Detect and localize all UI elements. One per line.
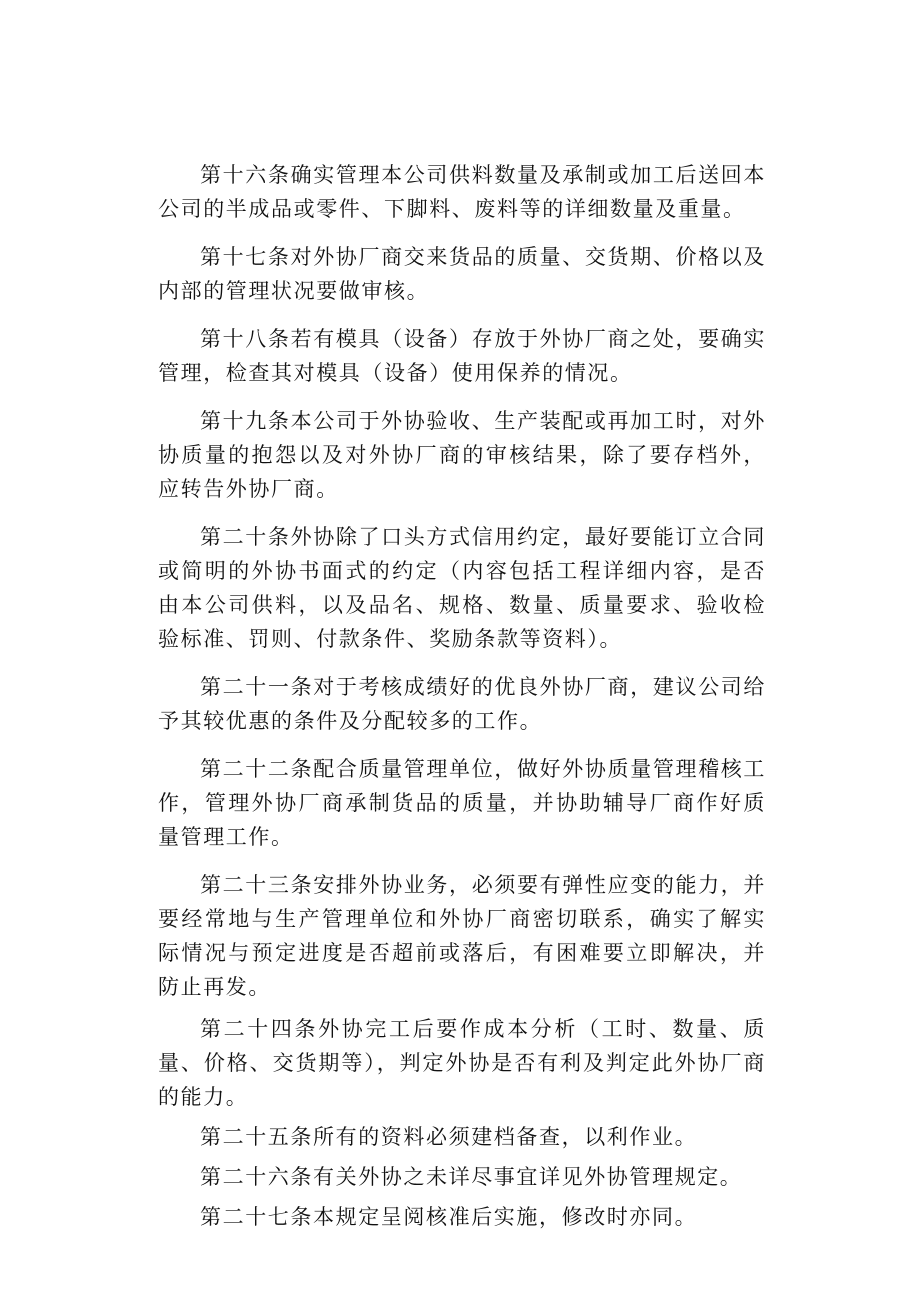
article-23: 第二十三条安排外协业务，必须要有弹性应变的能力，并要经常地与生产管理单位和外协厂商密切联系，确实了解实际情况与预定进度是否超前或落后，有困难要立即解决，并防止再发。: [158, 873, 766, 999]
article-21: 第二十一条对于考核成绩好的优良外协厂商，建议公司给予其较优惠的条件及分配较多的工作。: [158, 675, 766, 733]
article-22: 第二十二条配合质量管理单位，做好外协质量管理稽核工作，管理外协厂商承制货品的质量，并协助辅导厂商作好质量管理工作。: [158, 757, 766, 849]
document-body: [158, 158, 766, 1234]
article-24: 第二十四条外协完工后要作成本分析（工时、数量、质量、价格、交货期等），判定外协是否有利及判定此外协厂商的能力。: [158, 1017, 766, 1109]
article-20: 第二十条外协除了口头方式信用约定，最好要能订立合同或简明的外协书面式的约定（内容包括工程详细内容，是否由本公司供料，以及品名、规格、数量、质量要求、验收检验标准、罚则、付款条件、奖励条款等资料）。: [158, 525, 766, 651]
article-27: 第二十七条本规定呈阅核准后实施，修改时亦同。: [200, 1205, 698, 1229]
article-17: 第十七条对外协厂商交来货品的质量、交货期、价格以及内部的管理状况要做审核。: [158, 245, 766, 303]
article-18: 第十八条若有模具（设备）存放于外协厂商之处，要确实管理，检查其对模具（设备）使用保养的情况。: [158, 327, 766, 385]
article-19: 第十九条本公司于外协验收、生产装配或再加工时，对外协质量的抱怨以及对外协厂商的审核结果，除了要存档外，应转告外协厂商。: [158, 409, 766, 501]
article-16: 第十六条确实管理本公司供料数量及承制或加工后送回本公司的半成品或零件、下脚料、废料等的详细数量及重量。: [158, 163, 766, 221]
article-25: 第二十五条所有的资料必须建档备查，以利作业。: [200, 1125, 698, 1149]
article-26: 第二十六条有关外协之未详尽事宜详见外协管理规定。: [200, 1165, 743, 1189]
